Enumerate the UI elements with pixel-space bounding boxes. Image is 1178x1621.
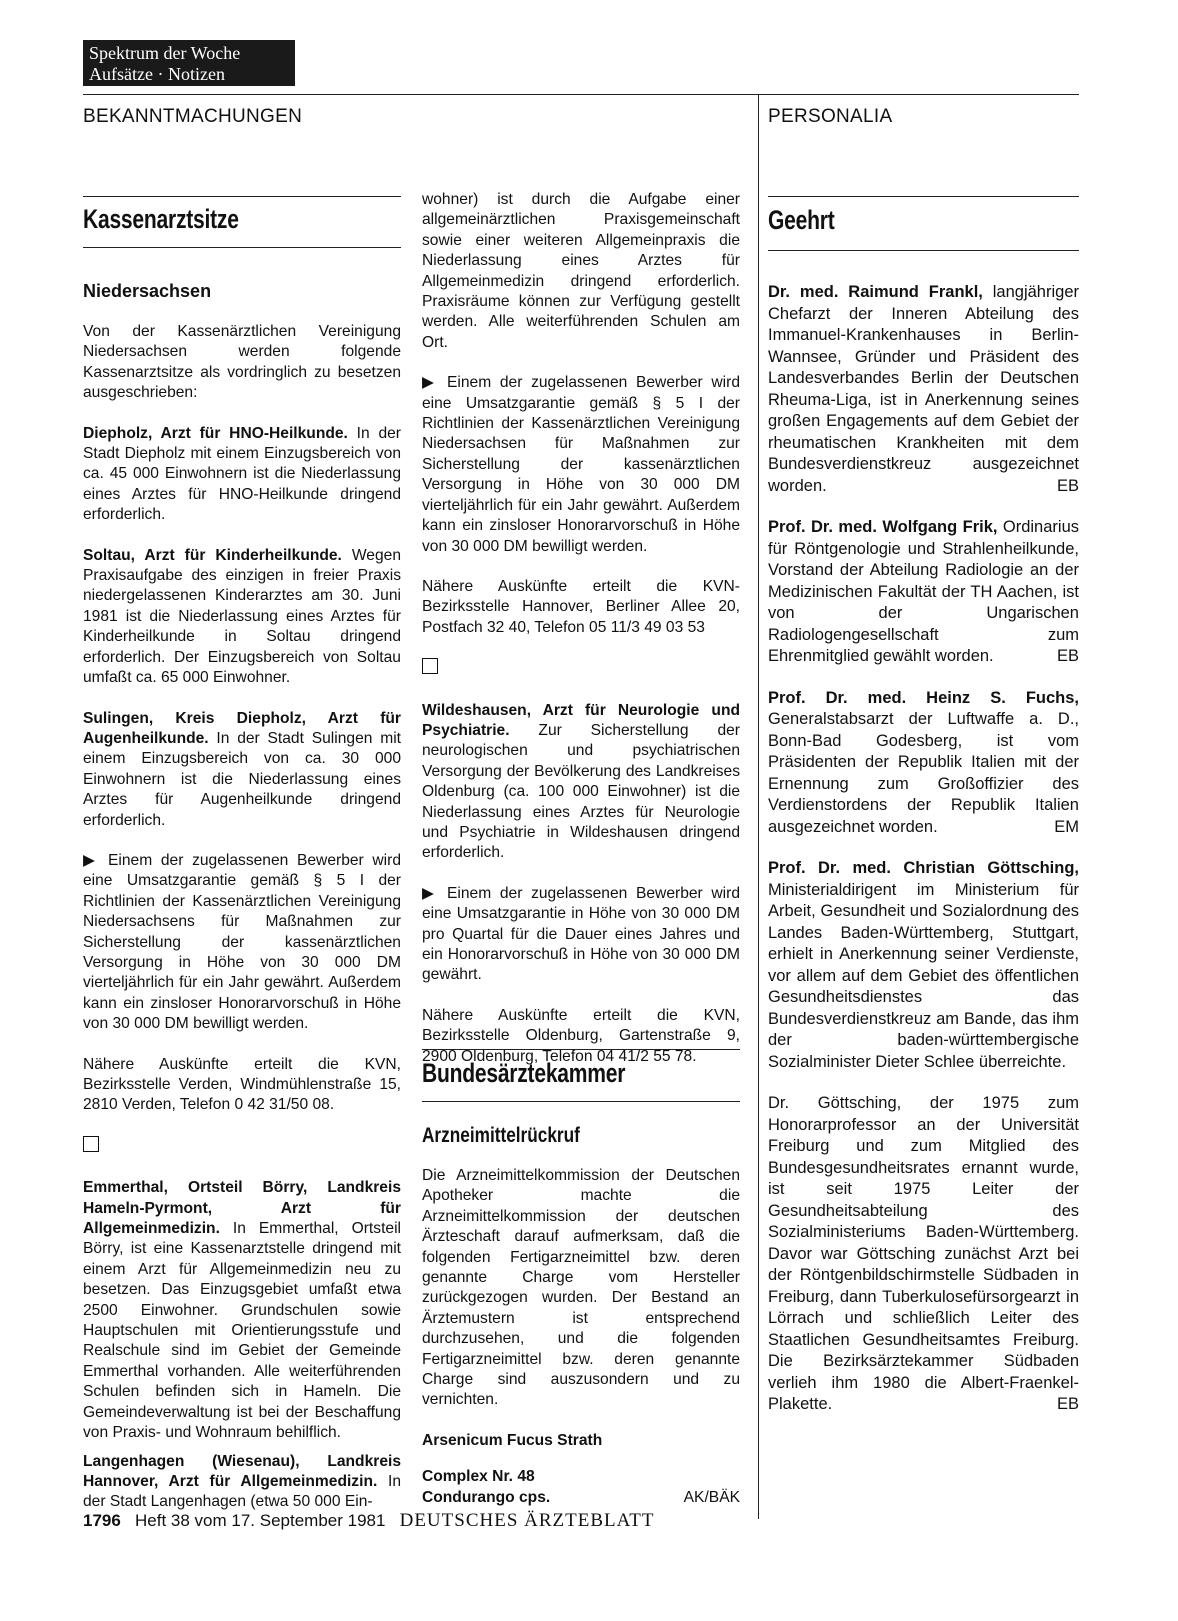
honor-frik: [768, 517, 1079, 668]
honor-text: Ordinarius für Röntgenologie und Strahlenheilkunde, Vorstand der Abteilung Radiologie an der Medizinischen Fakultät der TH Aachen, ist von der Ungarischen Radiologengesellschaft zum Ehrenmitglied gewählt worden.: [768, 518, 1079, 665]
signature-akbaek: AK/BÄK: [683, 1488, 740, 1506]
square-icon: [422, 658, 438, 674]
heading-geehrt: Geehrt: [768, 205, 835, 235]
notice-title: Wildeshausen, Arzt für Neurologie und Psychiatrie.: [422, 701, 740, 739]
heading-rule-bottom: [422, 1101, 740, 1102]
subheading-arzneimittelrueckruf: Arzneimittelrückruf: [422, 1124, 580, 1147]
notice-text: In der Stadt Langenhagen (etwa 50 000 Ein-: [83, 1472, 402, 1511]
recall-paragraph: Die Arzneimittelkommission der Deutschen Apotheker machte die Arzneimittelkommission der deutschen Ärzteschaft darauf aufmerksam, daß die folgenden Fertigarzneimittel bzw. deren genannte Charge vom Hersteller zurückgezogen wurden. Der Bestand an Ärztemustern ist entsprechend durchzusehen, und die folgenden Fertigarzneimittel bzw. deren genannte Charge sind auszusondern und zu vernichten.: [422, 1167, 740, 1409]
heading-rule-top: [422, 1049, 740, 1050]
honor-text: Generalstabsarzt der Luftwaffe a. D., Bonn-Bad Godesberg, ist vom Präsidenten der Republik Italien mit der Ernennung zum Großoffizier des Verdienstordens der Republik Italien ausgezeichnet worden.: [768, 710, 1079, 836]
column-1: [83, 322, 401, 1533]
notice-title: Soltau, Arzt für Kinderheilkunde.: [83, 546, 342, 564]
notice-text: In Emmerthal, Ortsteil Börry, ist eine Kassenarztstelle dringend mit einem Arzt für Allgemeinmedizin neu zu besetzen. Das Einzugsgebiet umfaßt etwa 2500 Einwohner. Grundschulen sowie Hauptschulen mit Orientierungsstufe und Realschule sind im Gebiet der Gemeinde Emmerthal vorhanden. Alle weiterführenden Schulen befinden sich in Hameln. Die Gemeindeverwaltung ist bei der Beschaffung von Praxis- und Wohnraum behilflich.: [83, 1220, 401, 1442]
bio-text: Dr. Göttsching, der 1975 zum Honorarprofessor an der Universität Freiburg und zum Mitglied des Bundesgesundheitsrates ernannt wurde, ist seit 1975 Leiter der Gesundheitsabteilung des Sozialministeriums Baden-Württemberg. Davor war Göttsching zunächst Arzt bei der Röntgenbildschirmstelle Südbaden in Freiburg, dann Tuberkulosefürsorgearzt in Lörrach und schließlich Leiter des Staatlichen Gesundheitsamtes Freiburg. Die Bezirksärztekammer Südbaden verlieh ihm 1980 die Albert-Fraenkel-Plakette.: [768, 1094, 1079, 1413]
page-footer: [83, 1510, 654, 1532]
honoree-name: Dr. med. Raimund Frankl,: [768, 283, 983, 301]
intro-paragraph: Von der Kassenärztlichen Vereinigung Niedersachsen werden folgende Kassenarztsitze als vordringlich zu besetzen ausgeschrieben:: [83, 323, 401, 402]
separator-box-2: [422, 658, 740, 680]
subheading-niedersachsen: Niedersachsen: [83, 281, 212, 301]
notice-text: Zur Sicherstellung der neurologischen und psychiatrischen Versorgung der Bevölkerung des Landkreises Oldenburg (ca. 100 000 Einwohner) ist die Niederlassung eines Arztes für Neurologie und Psychiatrie in Wildeshausen dringend erforderlich.: [422, 721, 740, 862]
honor-text: langjähriger Chefarzt der Inneren Abteilung des Immanuel-Krankenhauses in Berlin-Wannsee, Gründer und Präsident des Landesverbandes Berlin der Deutschen Rheuma-Liga, ist in Anerkennung seines großen Engagements auf dem Gebiet der rheumatischen Krankheiten mit dem Bundesverdienstkreuz ausgezeichnet worden.: [768, 283, 1079, 495]
honor-goettsching: [768, 858, 1079, 1073]
signature: EM: [1054, 817, 1079, 836]
honor-text: Ministerialdirigent im Ministerium für Arbeit, Gesundheit und Sozialordnung des Landes Baden-Württemberg, Stuttgart, erhielt in Anerkennung seiner Verdienste, vor allem auf dem Gebiet des öffentlichen Gesundheitsdienstes das Bundesverdienstkreuz am Bande, das ihm der baden-württembergische Sozialminister Dieter Schlee überreichte.: [768, 880, 1079, 1071]
column-3: [768, 282, 1079, 1436]
page-number: 1796: [83, 1511, 121, 1530]
recall-item: [422, 1431, 740, 1451]
top-rule: [83, 94, 1079, 95]
heading-bundesaerztekammer: Bundesärztekammer: [422, 1058, 626, 1088]
goettsching-bio: [768, 1093, 1079, 1416]
issue-info: Heft 38 vom 17. September 1981: [135, 1511, 386, 1530]
honoree-name: Prof. Dr. med. Christian Göttsching,: [768, 859, 1079, 877]
guarantee-paragraph: ▶ Einem der zugelassenen Bewerber wird eine Umsatzgarantie gemäß § 5 I der Richtlinien der Kassenärztlichen Vereinigung Niedersachsen für Maßnahmen zur Sicherstellung der kassenärztlichen Versorgung in Höhe von 30 000 DM vierteljährlich für ein Jahr gewährt. Außerdem kann ein zinsloser Honorarvorschuß in Höhe von 30 000 DM bewilligt werden.: [422, 374, 740, 555]
heading-rule-bottom: [768, 250, 1079, 251]
heading-rule-top: [83, 196, 401, 197]
notice-soltau: [83, 546, 401, 689]
separator-box-1: [83, 1136, 401, 1158]
notice-text: In der Stadt Sulingen mit einem Einzugsbereich von ca. 30 000 Einwohnern ist die Niederlassung eines Arztes für Augenheilkunde dringend erforderlich.: [83, 729, 401, 829]
contact-hannover: Nähere Auskünfte erteilt die KVN-Bezirksstelle Hannover, Berliner Allee 20, Postfach 32 40, Telefon 05 11/3 49 03 53: [422, 577, 740, 636]
masthead-line1: Spektrum der Woche: [89, 43, 241, 63]
contact-verden: Nähere Auskünfte erteilt die KVN, Bezirksstelle Verden, Windmühlenstraße 15, 2810 Verden, Telefon 0 42 31/50 08.: [83, 1055, 401, 1114]
section-label-personalia: PERSONALIA: [768, 106, 893, 127]
continuation-paragraph: wohner) ist durch die Aufgabe einer allgemeinärztlichen Praxisgemeinschaft sowie einer weiteren Allgemeinpraxis die Niederlassung eines Arztes für Allgemeinmedizin dringend erforderlich. Praxisräume können zur Verfügung gestellt werden. Alle weiterführenden Schulen am Ort.: [422, 191, 740, 351]
heading-kassenarztsitze: Kassenarztsitze: [83, 204, 239, 234]
notice-text: Wegen Praxisaufgabe des einzigen in freier Praxis niedergelassenen Kinderarztes am 30. Juni 1981 ist die Niederlassung eines Arztes für Kinderheilkunde in Soltau dringend erforderlich. Der Einzugsbereich von Soltau umfaßt ca. 65 000 Einwohner.: [83, 546, 401, 687]
signature: EB: [1056, 1395, 1079, 1413]
notice-langenhagen: [83, 1452, 401, 1513]
heading-rule-bottom: [83, 247, 401, 248]
recall-item-1: Arsenicum Fucus Strath: [422, 1431, 603, 1449]
notice-title: Diepholz, Arzt für HNO-Heilkunde.: [83, 424, 348, 442]
column-divider: [758, 94, 759, 1519]
recall-item: [422, 1467, 740, 1487]
square-icon: [83, 1136, 99, 1152]
honoree-name: Prof. Dr. med. Wolfgang Frik,: [768, 518, 998, 536]
notice-text: In der Stadt Diepholz mit einem Einzugsbereich von ca. 45 000 Einwohnern ist die Niederlassung eines Arztes für HNO-Heilkunde dringend erforderlich.: [83, 424, 401, 524]
heading-rule-top: [768, 196, 1079, 197]
section-label-bekanntmachungen: BEKANNTMACHUNGEN: [83, 106, 303, 127]
honor-fuchs: [768, 688, 1079, 839]
column-2: [422, 190, 740, 1087]
column-2-lower: [422, 1166, 740, 1508]
notice-title: Emmerthal, Ortsteil Börry, Landkreis Hameln-Pyrmont, Arzt für Allgemeinmedizin.: [83, 1179, 401, 1238]
honoree-name: Prof. Dr. med. Heinz S. Fuchs,: [768, 688, 1079, 707]
contact-oldenburg: Nähere Auskünfte erteilt die KVN, Bezirksstelle Oldenburg, Gartenstraße 9, 2900 Oldenburg, Telefon 04 41/2 55 78.: [422, 1006, 740, 1065]
masthead: [83, 40, 295, 86]
notice-wildeshausen: [422, 701, 740, 864]
signature: EB: [1056, 476, 1079, 495]
guarantee-paragraph: ▶ Einem der zugelassenen Bewerber wird eine Umsatzgarantie in Höhe von 30 000 DM pro Quartal für die Dauer eines Jahres und ein Honorarvorschuß in Höhe von 30 000 DM gewährt.: [422, 884, 740, 984]
signature: EB: [1056, 647, 1079, 665]
notice-title: Sulingen, Kreis Diepholz, Arzt für Augenheilkunde.: [83, 709, 401, 747]
notice-title: Langenhagen (Wiesenau), Landkreis Hannover, Arzt für Allgemeinmedizin.: [83, 1452, 401, 1490]
notice-emmerthal: [83, 1178, 401, 1443]
notice-diepholz: [83, 424, 401, 526]
recall-item-3: Condurango cps.: [422, 1488, 551, 1506]
honor-frankl: [768, 282, 1079, 497]
guarantee-paragraph: ▶ Einem der zugelassenen Bewerber wird eine Umsatzgarantie gemäß § 5 I der Richtlinien der Kassenärztlichen Vereinigung Niedersachsens für Maßnahmen zur Sicherstellung der kassenärztlichen Versorgung in Höhe von 30 000 DM vierteljährlich für ein Jahr gewährt. Außerdem kann ein zinsloser Honorarvorschuß in Höhe von 30 000 DM bewilligt werden.: [83, 851, 401, 1033]
masthead-line2: Aufsätze · Notizen: [89, 64, 225, 84]
recall-item: [422, 1488, 740, 1508]
recall-item-2: Complex Nr. 48: [422, 1468, 535, 1486]
notice-sulingen: [83, 709, 401, 831]
magazine-title: DEUTSCHES ÄRZTEBLATT: [399, 1510, 655, 1531]
